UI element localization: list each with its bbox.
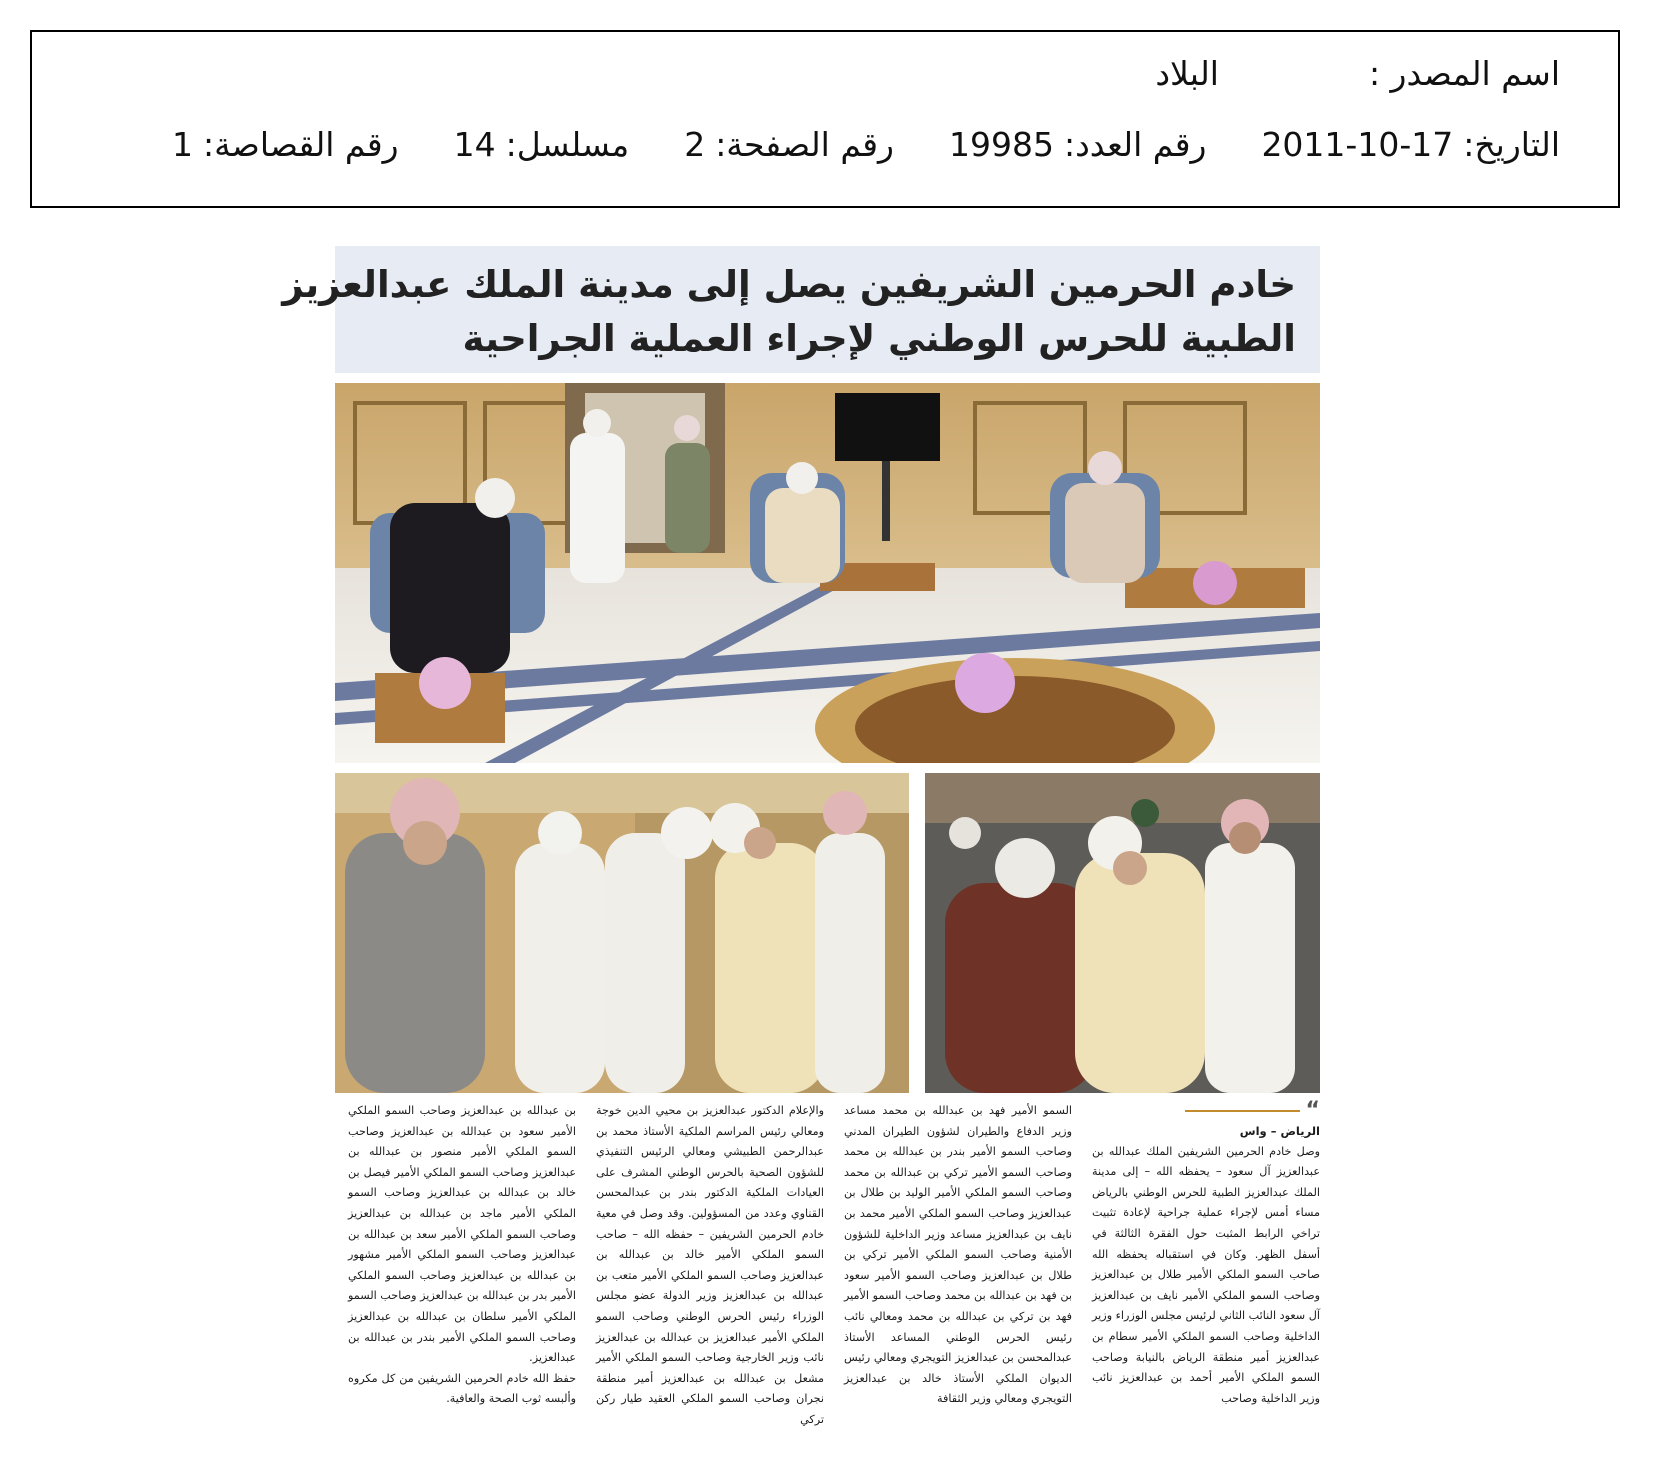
article-column-4 (348, 1101, 576, 1410)
clip-value: 1 (172, 125, 193, 164)
article-body (335, 1098, 1320, 1456)
serial-value: 14 (453, 125, 496, 164)
date-value: 2011-10-17 (1261, 125, 1454, 164)
page-label: رقم الصفحة: (715, 125, 894, 164)
pull-quote-mark (1092, 1098, 1320, 1123)
article-column-3 (596, 1101, 824, 1431)
dateline: الرياض – واس (1239, 1124, 1320, 1138)
source-row (1155, 54, 1560, 93)
clip-label: رقم القصاصة: (203, 125, 399, 164)
right-lower-photo (925, 773, 1320, 1093)
article-closing: حفظ الله خادم الحرمين الشريفين من كل مكروه وألبسه ثوب الصحة والعافية. (348, 1371, 576, 1406)
headline-line-1: خادم الحرمين الشريفين يصل إلى مدينة الملك عبدالعزيز (282, 263, 1296, 306)
serial-label: مسلسل: (505, 125, 630, 164)
article-column-1 (1092, 1098, 1320, 1409)
main-photo (335, 383, 1320, 763)
headline-banner (282, 246, 1320, 373)
page-value: 2 (684, 125, 706, 164)
quote-glyph: “ (1305, 1098, 1320, 1123)
source-label: اسم المصدر : (1368, 54, 1560, 93)
source-metadata-box (30, 30, 1620, 208)
date-label: التاريخ: (1463, 125, 1560, 164)
left-lower-photo (335, 773, 909, 1093)
article-text-2: السمو الأمير فهد بن عبدالله بن محمد مساعد وزير الدفاع والطيران لشؤون الطيران المدني وصاحب السمو الأمير بندر بن عبدالله بن محمد وصاحب السمو الأمير تركي بن عبدالله بن محمد وصاحب السمو الملكي الأمير الوليد بن طلال بن عبدالعزيز وصاحب السمو الملكي الأمير محمد بن نايف بن عبدالعزيز مساعد وزير الداخلية للشؤون الأمنية وصاحب السمو الملكي الأمير تركي بن طلال بن عبدالعزيز وصاحب السمو الأمير سعود بن فهد بن عبدالله بن محمد وصاحب السمو الأمير فهد بن تركي بن عبدالله بن محمد ومعالي نائب رئيس الحرس الوطني المساعد الأستاذ عبدالمحسن بن عبدالعزيز التويجري ومعالي رئيس الديوان الملكي الأستاذ خالد بن عبدالعزيز التويجري ومعالي وزير الثقافة (844, 1104, 1072, 1406)
details-row (172, 125, 1560, 164)
article-text-1: وصل خادم الحرمين الشريفين الملك عبدالله بن عبدالعزيز آل سعود – يحفظه الله – إلى مدينة الملك عبدالعزيز الطبية للحرس الوطني بالرياض مساء أمس لإجراء عملية جراحية لإعادة تثبيت تراخي الرابط المثبت حول الفقرة الثالثة في أسفل الظهر. وكان في استقباله يحفظه الله صاحب السمو الملكي الأمير طلال بن عبدالعزيز وصاحب السمو الملكي الأمير نايف بن عبدالعزيز آل سعود النائب الثاني لرئيس مجلس الوزراء وزير الداخلية وصاحب السمو الملكي الأمير سطام بن عبدالعزيز أمير منطقة الرياض بالنيابة وصاحب السمو الملكي الأمير أحمد بن عبدالعزيز نائب وزير الداخلية وصاحب (1092, 1144, 1320, 1405)
article-column-2 (844, 1101, 1072, 1410)
headline-line-2: الطبية للحرس الوطني لإجراء العملية الجراحية (462, 317, 1296, 360)
article-text-3: والإعلام الدكتور عبدالعزيز بن محيي الدين خوجة ومعالي رئيس المراسم الملكية الأستاذ محمد بن عبدالرحمن الطبيشي ومعالي الرئيس التنفيذي للشؤون الصحية بالحرس الوطني المشرف على العيادات الملكية الدكتور بندر بن عبدالمحسن القناوي وعدد من المسؤولين. وقد وصل في معية خادم الحرمين الشريفين – حفظه الله – صاحب السمو الملكي الأمير خالد بن عبدالله بن عبدالعزيز وصاحب السمو الملكي الأمير متعب بن عبدالله بن عبدالعزيز وزير الدولة عضو مجلس الوزراء رئيس الحرس الوطني وصاحب السمو الملكي الأمير عبدالعزيز بن عبدالله بن عبدالعزيز نائب وزير الخارجية وصاحب السمو الملكي الأمير مشعل بن عبدالله بن عبدالعزيز أمير منطقة نجران وصاحب السمو الملكي العقيد طيار ركن تركي (596, 1104, 824, 1426)
issue-value: 19985 (949, 125, 1054, 164)
quote-rule (1185, 1110, 1300, 1112)
article-text-4: بن عبدالله بن عبدالعزيز وصاحب السمو الملكي الأمير سعود بن عبدالله بن عبدالعزيز وصاحب السمو الملكي الأمير منصور بن عبدالله بن عبدالعزيز وصاحب السمو الملكي الأمير فيصل بن خالد بن عبدالله بن عبدالعزيز وصاحب السمو الملكي الأمير ماجد بن عبدالله بن عبدالعزيز وصاحب السمو الملكي الأمير سعد بن عبدالله بن عبدالعزيز وصاحب السمو الملكي الأمير مشهور بن عبدالله بن عبدالعزيز وصاحب السمو الملكي الأمير بدر بن عبدالله بن عبدالعزيز وصاحب السمو الملكي الأمير سلطان بن عبدالله بن عبدالعزيز وصاحب السمو الملكي الأمير بندر بن عبدالله بن عبدالعزيز. (348, 1104, 576, 1365)
source-value: البلاد (1155, 54, 1219, 93)
issue-label: رقم العدد: (1063, 125, 1207, 164)
newspaper-clipping (282, 246, 1320, 1461)
